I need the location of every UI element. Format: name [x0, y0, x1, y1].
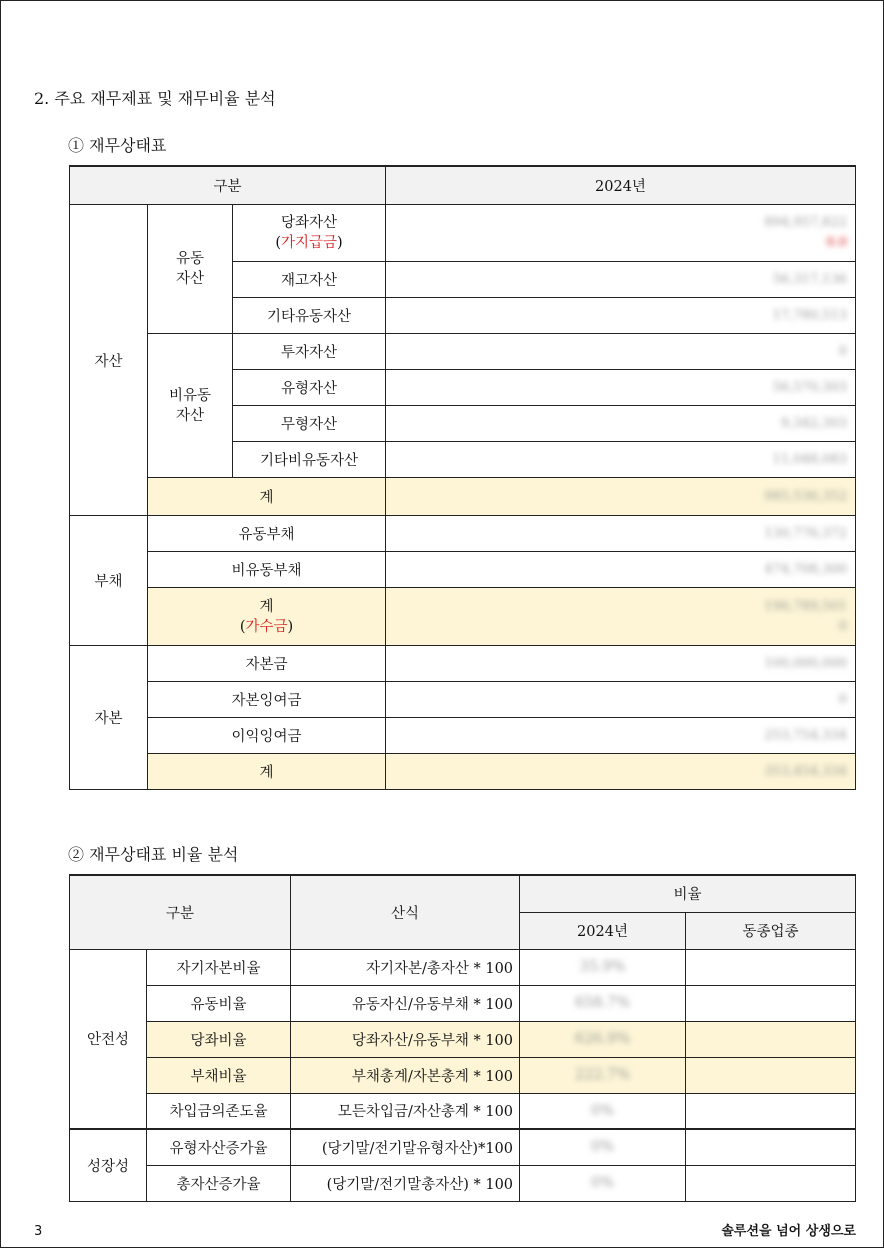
ratio-header-category: 구분 [70, 875, 291, 949]
ratio-formula: 모든차입금/자산총계 * 100 [291, 1093, 520, 1129]
investment-label: 투자자산 [233, 334, 386, 370]
ratio-name: 유동비율 [147, 985, 291, 1021]
industry-value [686, 985, 856, 1021]
table-row [70, 1165, 856, 1201]
table-row [70, 1093, 856, 1129]
tangible-label: 유형자산 [233, 370, 386, 406]
other-noncurrent-label: 기타비유동자산 [233, 442, 386, 478]
current-liabilities-label: 유동부채 [148, 516, 386, 552]
retained-earnings-value: 253,754,334 [764, 728, 847, 743]
suspense-value: 0.0 [826, 235, 847, 250]
current-assets-label-2: 자산 [175, 271, 204, 287]
ratio-name: 부채비율 [147, 1057, 291, 1093]
table-row [70, 205, 856, 262]
liabilities-total-label: 계 [259, 598, 274, 615]
industry-value [686, 1129, 856, 1165]
header-year: 2024년 [386, 166, 856, 205]
table-row [70, 334, 856, 370]
ratio-header-ratio: 비율 [520, 875, 856, 912]
current-assets-label-1: 유동 [175, 251, 204, 267]
section-title: 2. 주요 재무제표 및 재무비율 분석 [34, 89, 276, 108]
noncurrent-assets-label-1: 비유동 [168, 387, 212, 404]
ratio-formula: 부채총계/자본총계 * 100 [291, 1057, 520, 1093]
equity-total-row [70, 754, 856, 790]
ratio-formula: 유동자신/유동부채 * 100 [291, 985, 520, 1021]
liabilities-total-row [70, 588, 856, 646]
ratio-value: 0% [591, 1175, 615, 1191]
noncurrent-liabilities-value: 474,708,300 [764, 562, 847, 577]
other-current-value: 17,780,513 [772, 308, 847, 323]
quick-assets-value [386, 205, 856, 262]
ratio-formula: (당기말/전기말유형자산)*100 [291, 1129, 520, 1165]
retained-earnings-label: 이익잉여금 [148, 718, 386, 754]
table-row [70, 552, 856, 588]
intangible-label: 무형자산 [233, 406, 386, 442]
ratio-header-industry: 동종업종 [686, 912, 856, 949]
industry-value [686, 1057, 856, 1093]
table-row [70, 949, 856, 985]
noncurrent-assets-label [148, 334, 233, 478]
ratio-name: 총자산증가율 [147, 1165, 291, 1201]
industry-value [686, 1093, 856, 1129]
current-liabilities-value: 130,776,372 [764, 526, 847, 541]
ratio-value: 0% [591, 1102, 615, 1119]
suspense-payment-label: 가지급금 [280, 235, 338, 251]
quick-assets-label: 당좌자산 [280, 215, 338, 231]
table-row [70, 718, 856, 754]
capital-stock-label: 자본금 [148, 646, 386, 682]
ratio-formula: (당기말/전기말총자산) * 100 [291, 1165, 520, 1201]
table-row [70, 1021, 856, 1057]
table-row [70, 516, 856, 552]
table-row [70, 985, 856, 1021]
ratio-name: 자기자본비율 [147, 949, 291, 985]
liabilities-total-value: 196,789,501 [764, 598, 847, 614]
noncurrent-assets-label-2: 자산 [175, 407, 204, 424]
assets-label: 자산 [70, 205, 148, 516]
ratio-header-row-1 [70, 875, 856, 912]
industry-value [686, 1165, 856, 1201]
ratio-formula: 당좌자산/유동부채 * 100 [291, 1021, 520, 1057]
quick-assets-cell: 당좌자산 (가지급금) [233, 205, 386, 262]
table-row [70, 646, 856, 682]
other-noncurrent-value: 11,048,083 [772, 452, 847, 467]
industry-value [686, 949, 856, 985]
ratio-name: 유형자산증가율 [147, 1129, 291, 1165]
suspense-receipt-label: 가수금 [245, 618, 288, 635]
ratio-value: 658.7% [574, 995, 631, 1011]
ratio-analysis-title: ② 재무상태표 비율 분석 [68, 845, 239, 864]
inventory-label: 재고자산 [233, 262, 386, 298]
table-row [70, 1129, 856, 1165]
asset-total-value: 985,536,352 [764, 489, 847, 504]
balance-sheet-header [70, 166, 856, 205]
other-current-label: 기타유동자산 [233, 298, 386, 334]
page-number: 3 [34, 1224, 43, 1239]
ratio-table [69, 874, 856, 1202]
inventory-value: 56,317,136 [772, 272, 847, 287]
suspense-receipt-value: 0 [838, 618, 847, 634]
ratio-value: 35.9% [579, 959, 626, 975]
growth-label: 성장성 [70, 1129, 147, 1201]
industry-value [686, 1021, 856, 1057]
ratio-value: 0% [591, 1139, 615, 1156]
ratio-formula: 자기자본/총자산 * 100 [291, 949, 520, 985]
asset-total-row [70, 478, 856, 516]
noncurrent-liabilities-label: 비유동부채 [148, 552, 386, 588]
tangible-value: 56,570,303 [772, 380, 847, 395]
investment-value: 0 [838, 344, 847, 359]
ratio-value: 626.9% [574, 1031, 631, 1047]
equity-label: 자본 [70, 646, 148, 790]
header-category: 구분 [70, 166, 386, 205]
quick-value: 894,957,822 [764, 215, 847, 230]
intangible-value: 9,342,303 [780, 416, 847, 431]
capital-surplus-value: 0 [838, 692, 847, 707]
ratio-header-year: 2024년 [520, 912, 686, 949]
balance-sheet-table [69, 165, 856, 790]
equity-total-label: 계 [148, 754, 386, 790]
footer-slogan: 솔루션을 넘어 상생으로 [721, 1224, 856, 1239]
ratio-header-formula: 산식 [291, 875, 520, 949]
capital-stock-value: 100,000,000 [764, 656, 847, 671]
equity-total-value: 353,454,334 [764, 764, 847, 779]
liabilities-total-cell: 계 (가수금) [148, 588, 386, 646]
ratio-name: 차입금의존도율 [147, 1093, 291, 1129]
capital-surplus-label: 자본잉여금 [148, 682, 386, 718]
liabilities-label: 부채 [70, 516, 148, 646]
table-row [70, 1057, 856, 1093]
table-row [70, 682, 856, 718]
ratio-value: 222.7% [574, 1067, 631, 1083]
ratio-name: 당좌비율 [147, 1021, 291, 1057]
stability-label: 안전성 [70, 949, 147, 1129]
liabilities-total-value-cell [386, 588, 856, 646]
asset-total-label: 계 [148, 478, 386, 516]
current-assets-label [148, 205, 233, 334]
balance-sheet-title: ① 재무상태표 [68, 136, 167, 155]
